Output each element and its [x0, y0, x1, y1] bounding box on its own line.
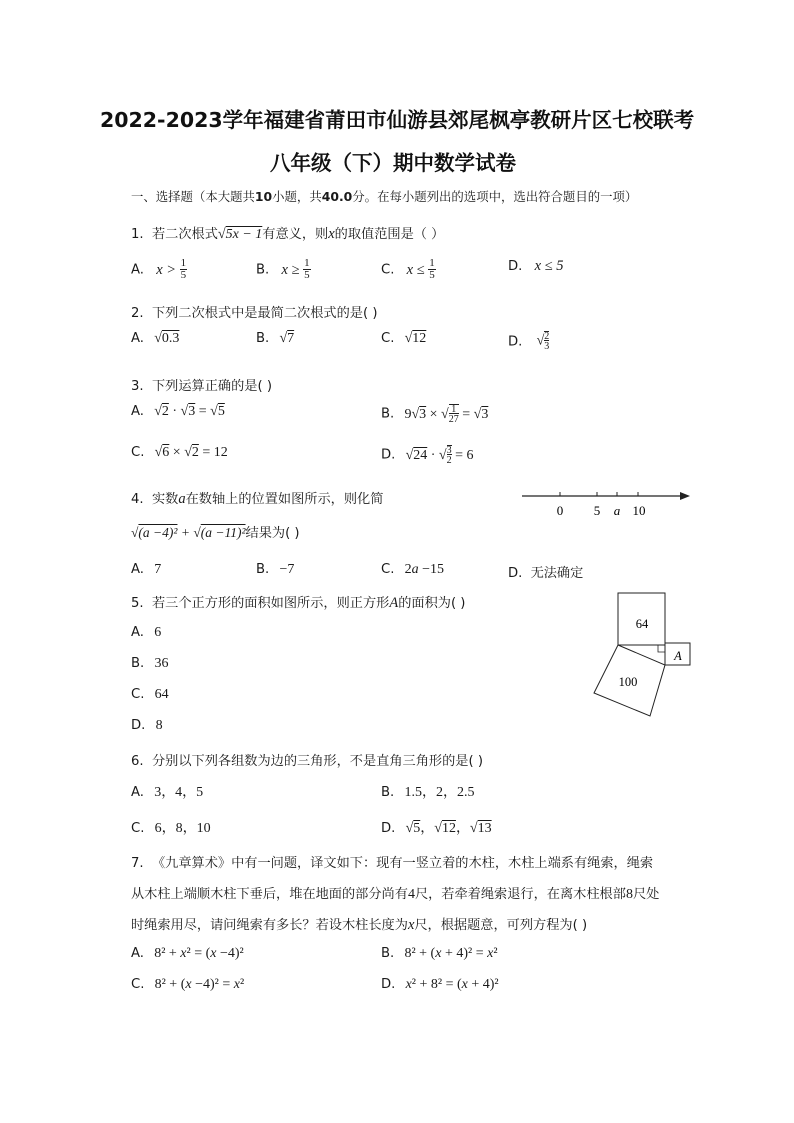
- q1-option-b[interactable]: B. x ≥ 1 5: [256, 257, 310, 281]
- axis-label-a: a: [613, 503, 621, 518]
- square-label-a: A: [674, 649, 682, 663]
- q6-option-c[interactable]: C. 6，8，10: [131, 821, 211, 836]
- question-1-stem: 1. 若二次根式√5x − 1有意义，则x的取值范围是（ ）: [131, 226, 445, 242]
- question-6-stem: 6. 分别以下列各组数为边的三角形，不是直角三角形的是( ): [131, 754, 483, 769]
- squares-figure: [588, 590, 698, 720]
- question-4-stem: 4. 实数a在数轴上的位置如图所示，则化简: [131, 491, 384, 507]
- square-label-100: 100: [618, 675, 638, 689]
- question-3-stem: 3. 下列运算正确的是( ): [131, 379, 272, 394]
- question-4-stem-line2: √(a −4)² + √(a −11)²结果为( ): [131, 525, 300, 541]
- square-label-64: 64: [635, 617, 649, 631]
- axis-label-0: 0: [556, 503, 564, 518]
- q5-option-b[interactable]: B. 36: [131, 656, 169, 671]
- q1-option-a[interactable]: A. x > 1 5: [131, 257, 187, 281]
- axis-label-10: 10: [632, 503, 646, 518]
- q4-option-b[interactable]: B. −7: [256, 562, 295, 577]
- q6-option-a[interactable]: A. 3，4，5: [131, 785, 204, 800]
- q2-option-c[interactable]: C. √12: [381, 331, 427, 346]
- q6-option-b[interactable]: B. 1.5，2，2.5: [381, 785, 475, 800]
- q4-option-d[interactable]: D. 无法确定: [508, 566, 584, 581]
- q2-option-d[interactable]: D. √2 3: [508, 331, 550, 352]
- q1-option-d[interactable]: D. x ≤ 5: [508, 258, 564, 274]
- q3-option-b[interactable]: B. 9√3 × √ 1 27 = √3: [381, 404, 489, 425]
- q5-option-a[interactable]: A. 6: [131, 625, 162, 640]
- q1-radical: √5x − 1: [217, 227, 263, 242]
- q3-option-c[interactable]: C. √6 × √2 = 12: [131, 445, 228, 460]
- q5-option-d[interactable]: D. 8: [131, 718, 163, 733]
- number-line-figure: [518, 485, 698, 521]
- section-header: 一、选择题（本大题共10小题，共40.0分。在每小题列出的选项中，选出符合题目的一项）: [131, 189, 638, 204]
- exam-title-line1: 2022-2023学年福建省莆田市仙游县郊尾枫亭教研片区七校联考: [100, 108, 695, 132]
- q2-option-b[interactable]: B. √7: [256, 331, 295, 346]
- q1-option-c[interactable]: C. x ≤ 1 5: [381, 257, 435, 281]
- axis-label-5: 5: [593, 503, 601, 518]
- q7-option-b[interactable]: B. 8² + (x + 4)² = x²: [381, 946, 498, 961]
- question-7-line2: 从木柱上端顺木柱下垂后，堆在地面的部分尚有4尺，若牵着绳索退行，在离木柱根部8尺处: [131, 887, 660, 902]
- q4-option-c[interactable]: C. 2a −15: [381, 562, 445, 577]
- question-2-stem: 2. 下列二次根式中是最简二次根式的是( ): [131, 306, 378, 321]
- q4-option-a[interactable]: A. 7: [131, 562, 162, 577]
- q7-option-c[interactable]: C. 8² + (x −4)² = x²: [131, 977, 245, 992]
- question-5-stem: 5. 若三个正方形的面积如图所示，则正方形A的面积为( ): [131, 595, 466, 611]
- q7-option-a[interactable]: A. 8² + x² = (x −4)²: [131, 946, 244, 961]
- q6-option-d[interactable]: D. √5，√12，√13: [381, 821, 492, 836]
- q7-option-d[interactable]: D. x² + 8² = (x + 4)²: [381, 977, 499, 992]
- question-7-line3: 时绳索用尽，请问绳索有多长？若设木柱长度为x尺，根据题意，可列方程为( ): [131, 917, 588, 933]
- q2-option-a[interactable]: A. √0.3: [131, 331, 180, 346]
- q3-option-d[interactable]: D. √24 · √3 2 = 6: [381, 445, 474, 466]
- q5-option-c[interactable]: C. 64: [131, 687, 169, 702]
- q3-option-a[interactable]: A. √2 · √3 = √5: [131, 404, 225, 419]
- question-7-line1: 7. 《九章算术》中有一问题，译文如下：现有一竖立着的木柱，木柱上端系有绳索，绳索: [131, 856, 654, 871]
- exam-title-line2: 八年级（下）期中数学试卷: [270, 151, 516, 175]
